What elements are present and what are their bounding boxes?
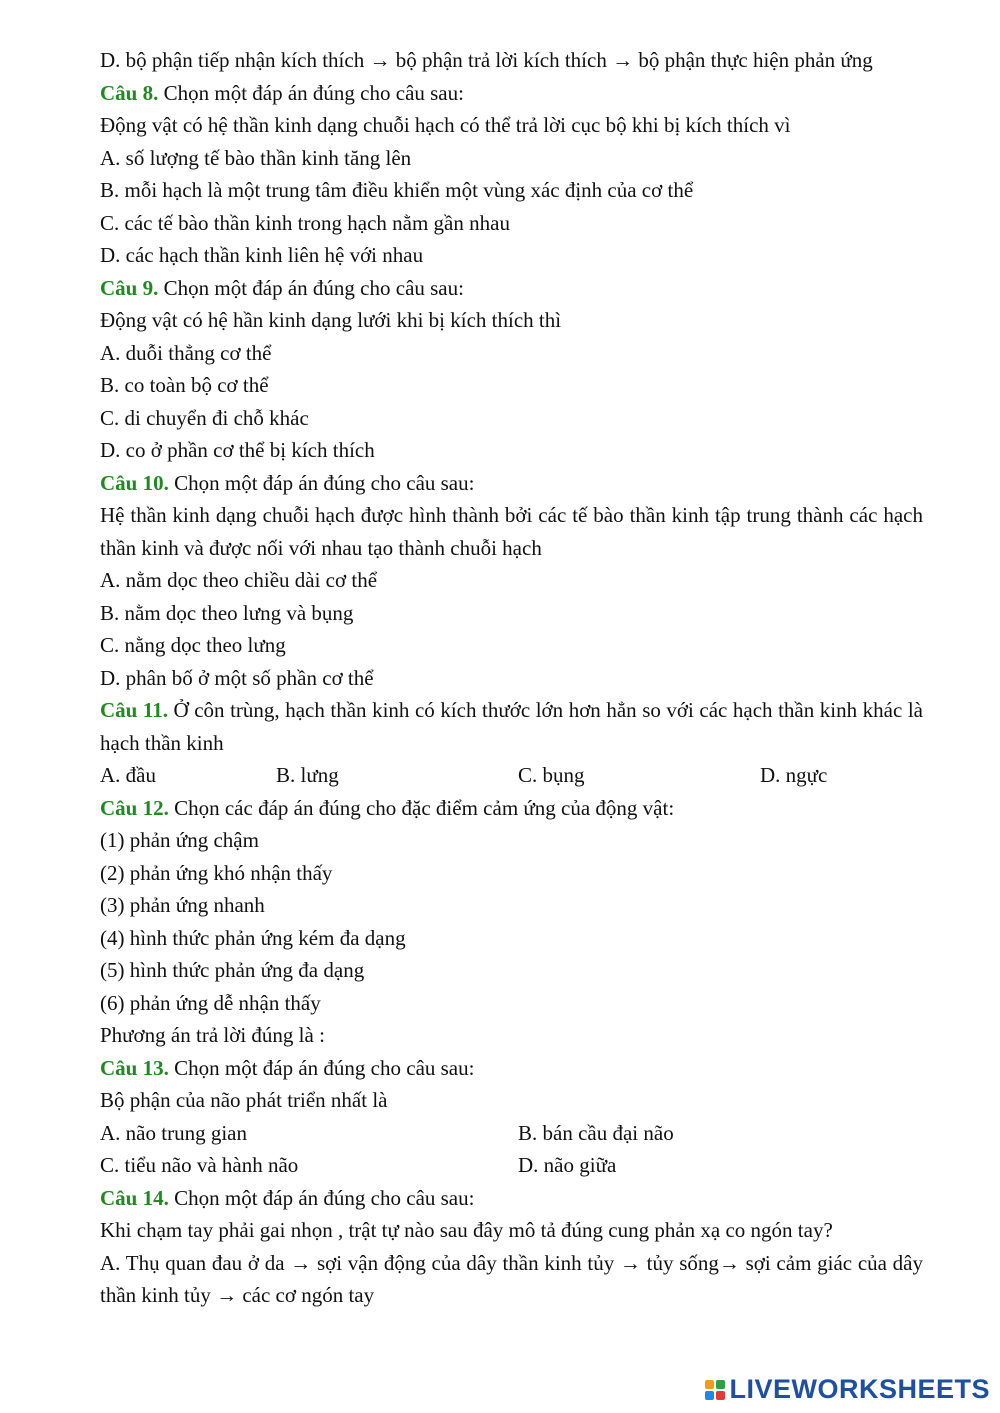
q12-prompt: Chọn các đáp án đúng cho đặc điểm cảm ứng của động vật: bbox=[168, 795, 675, 820]
q9-option-c: C. di chuyển đi chỗ khác bbox=[100, 405, 309, 430]
q12-label: Câu 12. bbox=[100, 795, 169, 820]
brand-text: LIVEWORKSHEETS bbox=[729, 1374, 990, 1404]
q9-header bbox=[100, 272, 923, 305]
q8-option-c: C. các tế bào thần kinh trong hạch nằm gần nhau bbox=[100, 210, 510, 235]
q12-item-4: (4) hình thức phản ứng kém đa dạng bbox=[100, 925, 406, 950]
q13-prompt: Chọn một đáp án đúng cho câu sau: bbox=[168, 1055, 475, 1080]
q11-label: Câu 11. bbox=[100, 698, 168, 722]
q12-item-1: (1) phản ứng chậm bbox=[100, 828, 259, 852]
q14-stem: Khi chạm tay phải gai nhọn , trật tự nào sau đây mô tả đúng cung phản xạ co ngón tay? bbox=[100, 1218, 833, 1242]
q11-option-c: C. bụng bbox=[518, 763, 585, 787]
q9-option-a: A. duỗi thẳng cơ thể bbox=[100, 340, 272, 365]
q8-option-a: A. số lượng tế bào thần kinh tăng lên bbox=[100, 145, 412, 170]
q10-header bbox=[100, 467, 923, 500]
q14-prompt: Chọn một đáp án đúng cho câu sau: bbox=[168, 1185, 475, 1210]
logo-grid-icon bbox=[705, 1380, 725, 1400]
q11-option-b: B. lưng bbox=[276, 763, 339, 787]
q13-header bbox=[100, 1052, 923, 1085]
q8-prompt: Chọn một đáp án đúng cho câu sau: bbox=[158, 80, 464, 105]
q13-options-row2 bbox=[100, 1149, 923, 1182]
q9-option-d: D. co ở phần cơ thể bị kích thích bbox=[100, 438, 375, 462]
q13-option-b: B. bán cầu đại não bbox=[518, 1120, 674, 1145]
q12-item-3: (3) phản ứng nhanh bbox=[100, 893, 265, 917]
q13-options-row1 bbox=[100, 1117, 923, 1150]
q9-stem: Động vật có hệ hần kinh dạng lưới khi bị kích thích thì bbox=[100, 308, 562, 332]
q14-header bbox=[100, 1182, 923, 1215]
q9-label: Câu 9. bbox=[100, 275, 159, 300]
q11-options bbox=[100, 759, 923, 792]
q10-stem: Hệ thần kinh dạng chuỗi hạch được hình thành bởi các tế bào thần kinh tập trung thành các hạch thần kinh và được nối với nhau tạo thành chuỗi hạch bbox=[100, 503, 923, 560]
q10-option-a: A. nằm dọc theo chiều dài cơ thể bbox=[100, 568, 378, 592]
q10-prompt: Chọn một đáp án đúng cho câu sau: bbox=[168, 470, 475, 495]
q11-option-d: D. ngực bbox=[760, 763, 828, 787]
q8-header bbox=[100, 77, 923, 110]
q14-option-a: A. Thụ quan đau ở da → sợi vận động của dây thần kinh tủy → tủy sống→ sợi cảm giác của dây thần kinh tủy → các cơ ngón tay bbox=[100, 1250, 923, 1307]
worksheet-page bbox=[100, 44, 923, 1312]
q12-header bbox=[100, 792, 923, 825]
q13-option-a: A. não trung gian bbox=[100, 1120, 247, 1145]
q10-option-b: B. nằm dọc theo lưng và bụng bbox=[100, 600, 354, 625]
q13-option-d: D. não giữa bbox=[518, 1153, 617, 1177]
q12-item-2: (2) phản ứng khó nhận thấy bbox=[100, 860, 333, 885]
q8-option-b: B. mỗi hạch là một trung tâm điều khiển một vùng xác định của cơ thể bbox=[100, 178, 694, 202]
q8-option-d: D. các hạch thần kinh liên hệ với nhau bbox=[100, 243, 424, 267]
q10-option-c: C. nằng dọc theo lưng bbox=[100, 633, 286, 657]
q13-option-c: C. tiểu não và hành não bbox=[100, 1153, 299, 1177]
q11-stem bbox=[100, 694, 923, 759]
q9-option-b: B. co toàn bộ cơ thể bbox=[100, 373, 269, 397]
q10-option-d: D. phân bố ở một số phần cơ thể bbox=[100, 665, 374, 690]
q12-item-6: (6) phản ứng dễ nhận thấy bbox=[100, 990, 321, 1015]
q11-text: Ở côn trùng, hạch thần kinh có kích thước lớn hơn hẳn so với các hạch thần kinh khác là hạch thần kinh bbox=[100, 698, 923, 755]
q11-option-a: A. đầu bbox=[100, 763, 156, 787]
q13-stem: Bộ phận của não phát triển nhất là bbox=[100, 1088, 388, 1112]
q12-item-5: (5) hình thức phản ứng đa dạng bbox=[100, 958, 365, 982]
q8-stem: Động vật có hệ thần kinh dạng chuỗi hạch có thể trả lời cục bộ khi bị kích thích vì bbox=[100, 113, 791, 137]
q8-label: Câu 8. bbox=[100, 80, 159, 105]
q10-label: Câu 10. bbox=[100, 470, 169, 495]
q14-label: Câu 14. bbox=[100, 1185, 169, 1210]
q13-label: Câu 13. bbox=[100, 1055, 169, 1080]
liveworksheets-logo bbox=[705, 1374, 990, 1405]
q7-option-d: D. bộ phận tiếp nhận kích thích → bộ phận trả lời kích thích → bộ phận thực hiện phản ứng bbox=[100, 48, 873, 72]
q12-answer-prompt: Phương án trả lời đúng là : bbox=[100, 1023, 325, 1047]
q9-prompt: Chọn một đáp án đúng cho câu sau: bbox=[158, 275, 464, 300]
